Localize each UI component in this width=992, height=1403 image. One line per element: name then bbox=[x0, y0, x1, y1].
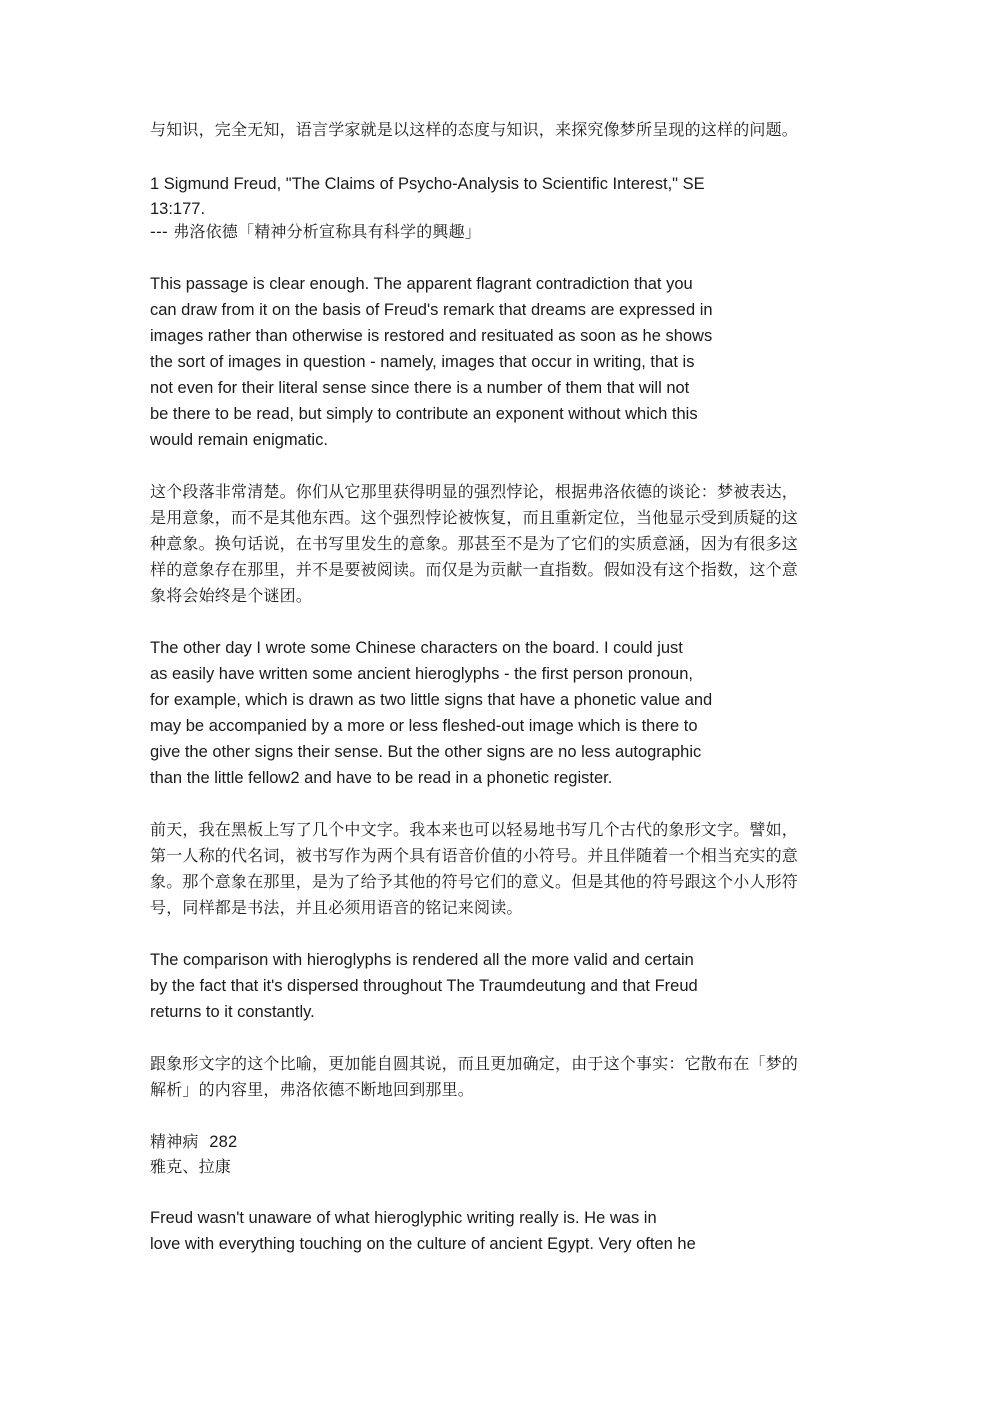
footnote-citation: 1 Sigmund Freud, "The Claims of Psycho-Analysis to Scientific Interest," SE bbox=[150, 175, 705, 193]
text-line: would remain enigmatic. bbox=[150, 431, 328, 449]
spacer bbox=[150, 1103, 850, 1129]
text-line: can draw from it on the basis of Freud's remark that dreams are expressed in bbox=[150, 301, 713, 319]
footnote bbox=[150, 171, 850, 243]
text-line: the sort of images in question - namely, images that occur in writing, that is bbox=[150, 353, 695, 371]
page-marker bbox=[150, 1129, 850, 1179]
footnote-citation-cont: 13:177. bbox=[150, 200, 206, 218]
text-line: love with everything touching on the culture of ancient Egypt. Very often he bbox=[150, 1235, 696, 1253]
text-line: 解析」的内容里，弗洛依德不断地回到那里。 bbox=[150, 1080, 475, 1099]
text-line: The other day I wrote some Chinese characters on the board. I could just bbox=[150, 639, 683, 657]
page-number: 282 bbox=[209, 1133, 238, 1151]
document-page bbox=[150, 117, 850, 1257]
paragraph-english-4 bbox=[150, 1205, 850, 1257]
spacer bbox=[150, 1179, 850, 1205]
text-line: be there to be read, but simply to contribute an exponent without which this bbox=[150, 405, 698, 423]
text-line: returns to it constantly. bbox=[150, 1003, 315, 1021]
text-line: 种意象。换句话说，在书写里发生的意象。那甚至不是为了它们的实质意涵，因为有很多这 bbox=[150, 534, 799, 553]
book-title: 精神病 bbox=[150, 1132, 199, 1151]
spacer bbox=[150, 791, 850, 817]
text-line: 象。那个意象在那里，是为了给予其他的符号它们的意义。但是其他的符号跟这个小人形符 bbox=[150, 872, 799, 891]
text-line: This passage is clear enough. The apparent flagrant contradiction that you bbox=[150, 275, 693, 293]
text-line: images rather than otherwise is restored and resituated as soon as he shows bbox=[150, 327, 713, 345]
text-line: 跟象形文字的这个比喻，更加能自圆其说，而且更加确定，由于这个事实：它散布在「梦的 bbox=[150, 1054, 799, 1073]
text-line: by the fact that it's dispersed throughout The Traumdeutung and that Freud bbox=[150, 977, 698, 995]
spacer bbox=[150, 453, 850, 479]
intro-line bbox=[150, 117, 850, 143]
text-line: than the little fellow2 and have to be read in a phonetic register. bbox=[150, 769, 613, 787]
text-line: 样的意象存在那里，并不是要被阅读。而仅是为贡献一直指数。假如没有这个指数，这个意 bbox=[150, 560, 799, 579]
text-line: for example, which is drawn as two little signs that have a phonetic value and bbox=[150, 691, 713, 709]
text-line: 与知识，完全无知，语言学家就是以这样的态度与知识，来探究像梦所呈现的这样的问题。 bbox=[150, 120, 799, 139]
text-line: 号，同样都是书法，并且必须用语音的铭记来阅读。 bbox=[150, 898, 523, 917]
text-line: 象将会始终是个谜团。 bbox=[150, 586, 313, 605]
spacer bbox=[150, 1025, 850, 1051]
text-line: Freud wasn't unaware of what hieroglyphic writing really is. He was in bbox=[150, 1209, 657, 1227]
paragraph-english-2 bbox=[150, 635, 850, 791]
spacer bbox=[150, 143, 850, 171]
spacer bbox=[150, 609, 850, 635]
text-line: not even for their literal sense since there is a number of them that will not bbox=[150, 379, 690, 397]
text-line: give the other signs their sense. But the other signs are no less autographic bbox=[150, 743, 702, 761]
text-line: 第一人称的代名词，被书写作为两个具有语音价值的小符号。并且伴随着一个相当充实的意 bbox=[150, 846, 799, 865]
paragraph-chinese-3 bbox=[150, 1051, 850, 1103]
footnote-translation: --- 弗洛依德「精神分析宣称具有科学的興趣」 bbox=[150, 222, 482, 241]
text-line: 这个段落非常清楚。你们从它那里获得明显的强烈悖论，根据弗洛依德的谈论：梦被表达， bbox=[150, 482, 799, 501]
author-name: 雅克、拉康 bbox=[150, 1157, 232, 1176]
text-line: The comparison with hieroglyphs is rendered all the more valid and certain bbox=[150, 951, 694, 969]
spacer bbox=[150, 243, 850, 271]
paragraph-chinese-1 bbox=[150, 479, 850, 609]
paragraph-english-3 bbox=[150, 947, 850, 1025]
paragraph-chinese-2 bbox=[150, 817, 850, 921]
text-line: as easily have written some ancient hieroglyphs - the first person pronoun, bbox=[150, 665, 693, 683]
text-line: 前天，我在黑板上写了几个中文字。我本来也可以轻易地书写几个古代的象形文字。譬如， bbox=[150, 820, 799, 839]
paragraph-english-1 bbox=[150, 271, 850, 453]
spacer bbox=[150, 921, 850, 947]
text-line: may be accompanied by a more or less fleshed-out image which is there to bbox=[150, 717, 698, 735]
text-line: 是用意象，而不是其他东西。这个强烈悖论被恢复，而且重新定位，当他显示受到质疑的这 bbox=[150, 508, 799, 527]
